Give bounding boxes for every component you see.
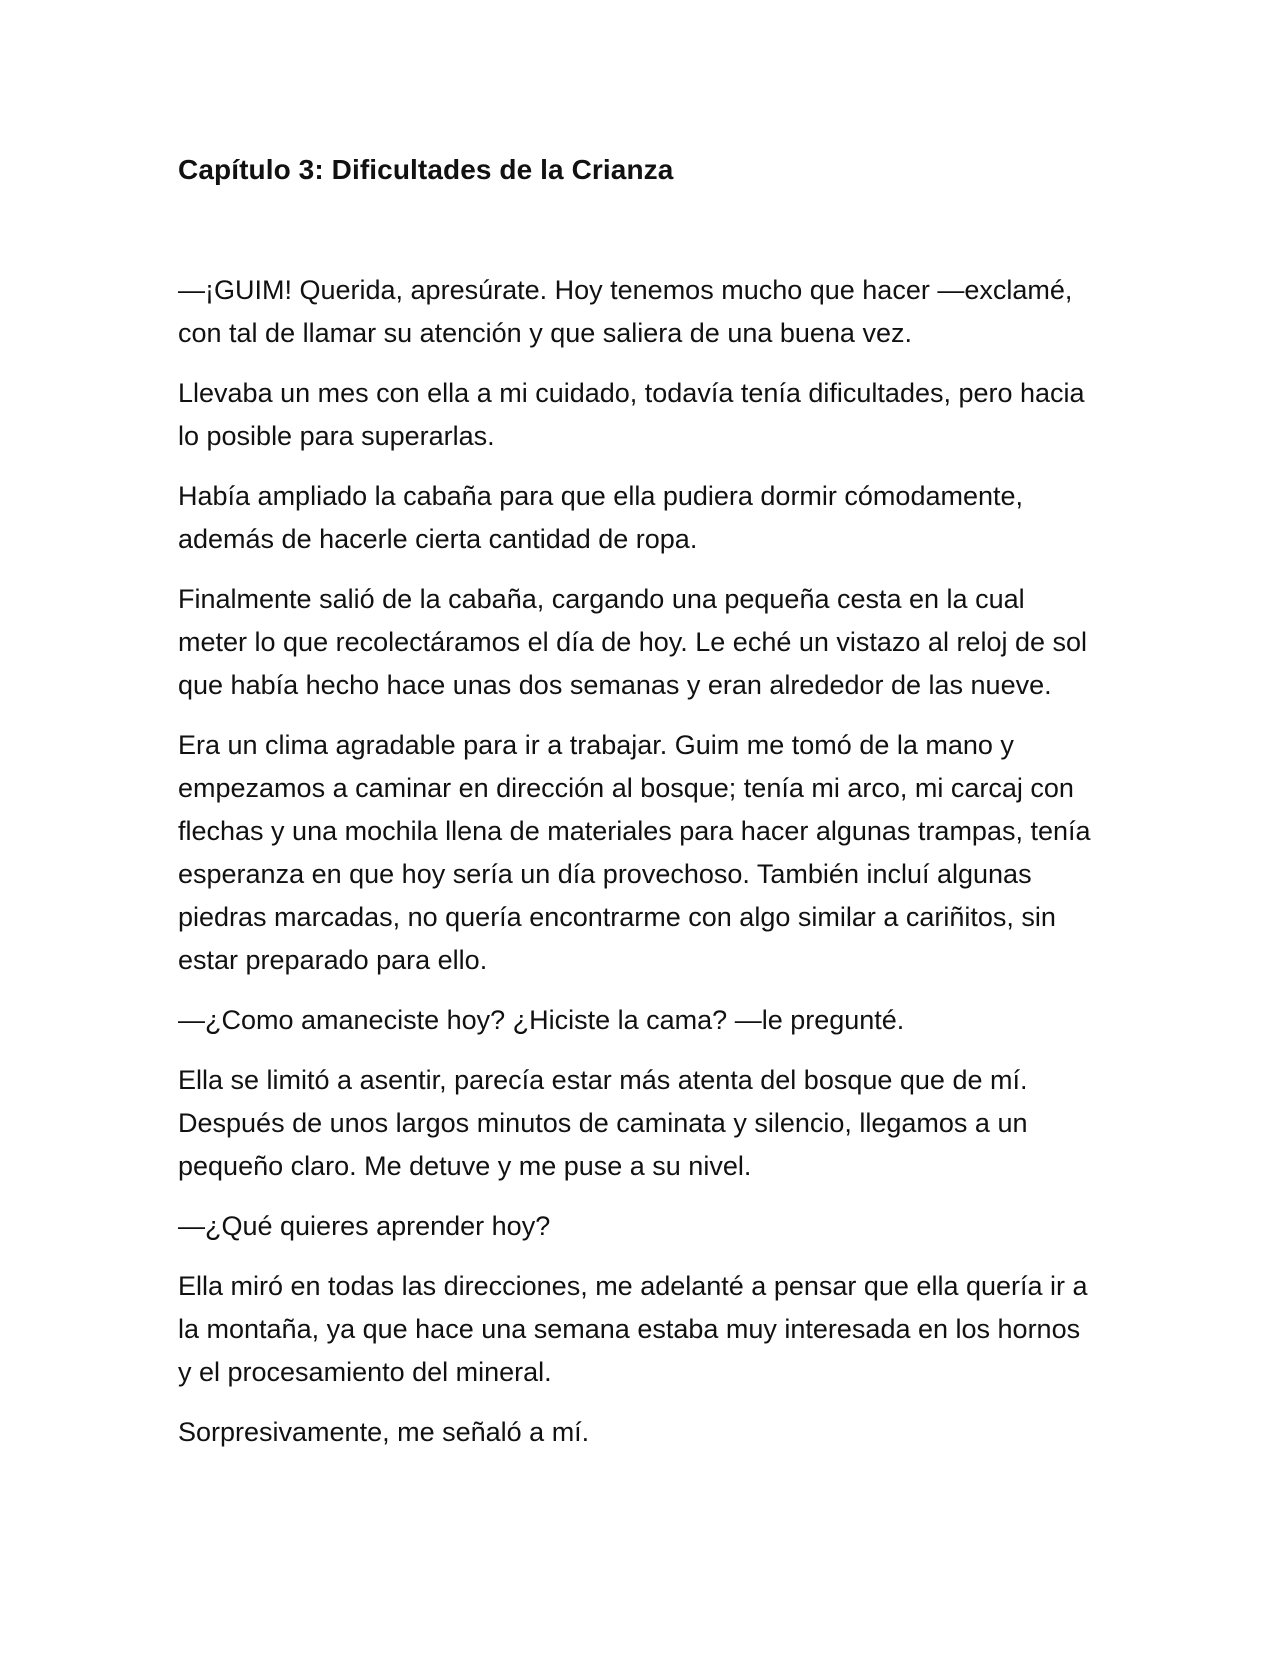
paragraph: Era un clima agradable para ir a trabajar. Guim me tomó de la mano y empezamos a caminar en dirección al bosque; tenía mi arco, mi carcaj con flechas y una mochila llena de materiales para hacer algunas trampas, tenía esperanza en que hoy sería un día provechoso. También incluí algunas piedras marcadas, no quería encontrarme con algo similar a cariñitos, sin estar preparado para ello. <box>178 730 1091 975</box>
paragraph: —¿Qué quieres aprender hoy? <box>178 1211 551 1241</box>
chapter-body <box>178 269 1098 1454</box>
paragraph: —¡GUIM! Querida, apresúrate. Hoy tenemos mucho que hacer —exclamé, con tal de llamar su atención y que saliera de una buena vez. <box>178 275 1073 348</box>
paragraph: Finalmente salió de la cabaña, cargando una pequeña cesta en la cual meter lo que recolectáramos el día de hoy. Le eché un vistazo al reloj de sol que había hecho hace unas dos semanas y eran alrededor de las nueve. <box>178 584 1088 700</box>
paragraph: Sorpresivamente, me señaló a mí. <box>178 1417 590 1447</box>
paragraph: Ella miró en todas las direcciones, me adelanté a pensar que ella quería ir a la montaña, ya que hace una semana estaba muy interesada en los hornos y el procesamiento del mineral. <box>178 1271 1088 1387</box>
paragraph: Llevaba un mes con ella a mi cuidado, todavía tenía dificultades, pero hacia lo posible para superarlas. <box>178 378 1085 451</box>
paragraph: Ella se limitó a asentir, parecía estar más atenta del bosque que de mí. Después de unos largos minutos de caminata y silencio, llegamos a un pequeño claro. Me detuve y me puse a su nivel. <box>178 1065 1028 1181</box>
paragraph: —¿Como amaneciste hoy? ¿Hiciste la cama? —le pregunté. <box>178 1005 905 1035</box>
chapter-title: Capítulo 3: Dificultades de la Crianza <box>178 154 674 185</box>
paragraph: Había ampliado la cabaña para que ella pudiera dormir cómodamente, además de hacerle cierta cantidad de ropa. <box>178 481 1024 554</box>
document-page <box>178 150 1098 1471</box>
